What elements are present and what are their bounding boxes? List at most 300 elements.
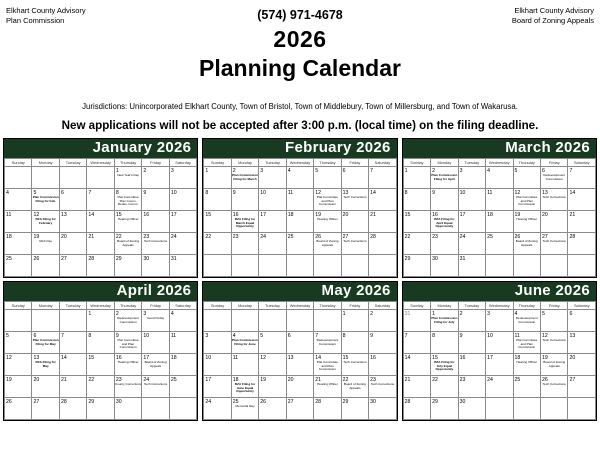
day-cell <box>568 189 596 211</box>
day-event-label: Tech Corrections <box>542 195 566 199</box>
day-cell <box>314 233 341 255</box>
weekday-header: Friday <box>541 302 568 310</box>
weekday-header: Wednesday <box>87 302 114 310</box>
day-cell <box>431 255 458 277</box>
day-cell <box>541 398 568 420</box>
day-number: 4 <box>170 311 174 317</box>
day-number: 12 <box>260 355 267 361</box>
day-number: 17 <box>260 212 267 218</box>
day-cell <box>231 167 258 189</box>
day-event-label: New Year's Day <box>117 173 139 177</box>
day-number: 19 <box>514 212 521 218</box>
day-cell <box>204 233 231 255</box>
day-cell <box>5 189 32 211</box>
day-cell <box>231 376 258 398</box>
day-number: 11 <box>232 355 239 361</box>
day-number: 8 <box>404 190 408 196</box>
weekday-header: Monday <box>32 159 59 167</box>
day-number: 21 <box>404 377 411 383</box>
day-number: 23 <box>432 234 438 240</box>
day-number: 11 <box>487 190 493 196</box>
day-cell <box>431 189 458 211</box>
day-cell <box>87 398 114 420</box>
day-number: 26 <box>33 256 40 262</box>
weekday-header: Wednesday <box>286 302 313 310</box>
week-row <box>403 189 595 211</box>
day-number: 8 <box>115 190 119 196</box>
day-number: 28 <box>569 234 576 240</box>
day-number: 16 <box>432 212 438 218</box>
day-number: 8 <box>205 190 209 196</box>
day-number <box>287 255 313 256</box>
day-cell <box>87 354 114 376</box>
day-cell <box>169 255 197 277</box>
day-cell <box>513 189 540 211</box>
day-cell <box>231 189 258 211</box>
day-cell <box>541 376 568 398</box>
day-event-label: Plat Committee and Plan Commission <box>117 338 139 349</box>
document-header <box>0 0 600 100</box>
day-cell <box>169 167 197 189</box>
day-event-label: Tech Corrections <box>542 382 566 386</box>
day-number: 12 <box>542 333 548 339</box>
week-row <box>204 189 396 211</box>
day-number: 14 <box>370 190 376 196</box>
day-number: 31 <box>404 311 411 317</box>
month-table <box>203 301 396 420</box>
day-number: 23 <box>370 377 376 383</box>
weekday-header: Saturday <box>369 159 397 167</box>
day-event-label: Memorial Day <box>235 404 255 408</box>
day-number: 24 <box>459 234 466 240</box>
weekday-header: Monday <box>231 302 258 310</box>
day-number <box>87 167 113 168</box>
day-cell <box>169 233 197 255</box>
day-event-label: Tech Corrections <box>143 239 168 243</box>
day-number: 15 <box>115 212 122 218</box>
day-cell <box>87 211 114 233</box>
day-cell <box>403 376 430 398</box>
day-cell <box>568 332 596 354</box>
day-number <box>204 310 230 311</box>
day-number: 8 <box>342 333 346 339</box>
day-number: 18 <box>514 355 521 361</box>
day-number: 10 <box>170 190 177 196</box>
day-cell <box>259 354 286 376</box>
day-cell <box>314 332 341 354</box>
day-number: 14 <box>60 355 67 361</box>
calendar-row-2 <box>3 281 597 421</box>
day-cell <box>259 398 286 420</box>
day-cell <box>286 376 313 398</box>
week-row <box>204 376 396 398</box>
day-number <box>60 167 86 168</box>
day-number: 27 <box>33 399 40 405</box>
day-cell <box>403 398 430 420</box>
day-cell <box>341 310 368 332</box>
day-event-label: Tech Corrections <box>143 382 168 386</box>
day-cell <box>169 189 197 211</box>
day-event-label: Plan Commission Filing for April <box>431 173 458 181</box>
day-number: 29 <box>404 256 411 262</box>
calendar-year: 2026 <box>273 26 327 52</box>
day-cell <box>32 211 59 233</box>
day-cell <box>513 255 540 277</box>
day-cell <box>142 354 169 376</box>
day-number: 19 <box>542 355 548 361</box>
day-number: 18 <box>287 212 294 218</box>
day-number: 29 <box>432 399 438 405</box>
day-cell <box>458 255 485 277</box>
day-cell <box>59 332 86 354</box>
day-number: 21 <box>370 212 376 218</box>
day-number: 19 <box>6 377 12 383</box>
weekday-header: Wednesday <box>87 159 114 167</box>
day-cell <box>541 354 568 376</box>
day-number: 9 <box>115 333 119 339</box>
day-number: 16 <box>459 355 466 361</box>
day-number: 13 <box>569 333 576 339</box>
week-row <box>403 398 595 420</box>
day-number: 1 <box>342 311 346 317</box>
day-number: 20 <box>342 212 349 218</box>
day-number: 14 <box>569 190 576 196</box>
day-cell <box>114 211 141 233</box>
day-number: 7 <box>569 168 573 174</box>
day-number: 18 <box>6 234 12 240</box>
weekday-header-row <box>403 159 595 167</box>
day-number: 4 <box>514 311 518 317</box>
day-cell <box>403 167 430 189</box>
week-row <box>204 255 396 277</box>
day-cell <box>341 332 368 354</box>
day-number: 23 <box>115 377 122 383</box>
day-cell <box>458 376 485 398</box>
day-cell <box>431 167 458 189</box>
day-cell <box>369 376 397 398</box>
day-cell <box>431 310 458 332</box>
day-event-label: County Corrections <box>114 382 142 386</box>
day-number: 4 <box>287 168 291 174</box>
day-number: 26 <box>315 234 321 240</box>
day-number: 2 <box>232 168 236 174</box>
day-cell <box>541 167 568 189</box>
day-cell <box>87 255 114 277</box>
day-number: 18 <box>232 377 239 383</box>
day-event-label: Tech Corrections <box>542 338 566 342</box>
month-february <box>202 138 397 278</box>
day-cell <box>341 376 368 398</box>
day-number: 3 <box>260 168 264 174</box>
day-event-label: Plat Committee and Plan Commission <box>516 338 538 349</box>
day-cell <box>458 211 485 233</box>
month-body <box>204 167 396 277</box>
day-number: 16 <box>143 212 150 218</box>
day-cell <box>458 398 485 420</box>
day-number: 16 <box>232 212 239 218</box>
day-cell <box>286 233 313 255</box>
day-number: 15 <box>88 355 95 361</box>
day-cell <box>114 376 141 398</box>
day-number: 12 <box>33 212 40 218</box>
day-number <box>541 398 567 399</box>
day-cell <box>568 376 596 398</box>
day-cell <box>458 332 485 354</box>
header-left-line2: Plan Commission <box>6 16 65 25</box>
week-row <box>204 310 396 332</box>
week-row <box>5 332 197 354</box>
day-cell <box>568 398 596 420</box>
day-number <box>32 167 58 168</box>
day-cell <box>142 233 169 255</box>
day-cell <box>5 310 32 332</box>
day-cell <box>403 211 430 233</box>
day-number: 30 <box>459 399 466 405</box>
day-number: 12 <box>6 355 12 361</box>
day-cell <box>231 310 258 332</box>
day-cell <box>513 233 540 255</box>
day-cell <box>513 167 540 189</box>
week-row <box>5 354 197 376</box>
day-number: 21 <box>60 377 67 383</box>
day-number <box>486 398 512 399</box>
day-cell <box>458 189 485 211</box>
day-number <box>259 255 285 256</box>
day-cell <box>314 189 341 211</box>
day-number: 6 <box>569 311 573 317</box>
month-table <box>203 158 396 277</box>
day-cell <box>568 167 596 189</box>
week-row <box>403 310 595 332</box>
day-number <box>314 310 340 311</box>
week-row <box>5 211 197 233</box>
day-number: 25 <box>287 234 294 240</box>
day-event-label: Redevelopment Commission <box>543 173 566 181</box>
day-cell <box>403 255 430 277</box>
day-number: 1 <box>432 311 436 317</box>
day-number: 14 <box>88 212 95 218</box>
day-number: 17 <box>205 377 212 383</box>
month-title: April 2026 <box>4 282 197 301</box>
day-number: 9 <box>232 190 236 196</box>
day-cell <box>231 398 258 420</box>
day-event-label: Plat Committee and Plan Commission <box>316 360 339 371</box>
calendar-grid <box>0 138 600 421</box>
month-title: February 2026 <box>203 139 396 158</box>
day-number: 21 <box>569 212 576 218</box>
day-cell <box>314 376 341 398</box>
weekday-header: Tuesday <box>59 159 86 167</box>
day-cell <box>513 354 540 376</box>
day-number: 19 <box>260 377 267 383</box>
day-number: 22 <box>404 234 411 240</box>
week-row <box>5 376 197 398</box>
day-cell <box>5 376 32 398</box>
day-cell <box>114 189 141 211</box>
weekday-header: Saturday <box>169 159 197 167</box>
month-april <box>3 281 198 421</box>
day-number: 11 <box>514 333 520 339</box>
day-number: 27 <box>569 377 576 383</box>
day-cell <box>568 255 596 277</box>
day-cell <box>204 398 231 420</box>
day-cell <box>59 354 86 376</box>
day-number: 28 <box>88 256 95 262</box>
day-cell <box>32 189 59 211</box>
day-number <box>232 255 258 256</box>
day-number: 20 <box>542 212 548 218</box>
page-title: Planning Calendar <box>199 55 401 81</box>
day-cell <box>204 189 231 211</box>
day-number: 12 <box>315 190 321 196</box>
month-body <box>5 167 197 277</box>
day-number: 18 <box>487 212 493 218</box>
day-cell <box>314 310 341 332</box>
day-number <box>514 255 540 256</box>
day-cell <box>32 233 59 255</box>
day-cell <box>259 376 286 398</box>
day-event-label: Plat Committee and Plan Commission <box>316 195 339 206</box>
day-number: 4 <box>487 168 490 174</box>
day-number: 7 <box>88 190 92 196</box>
day-cell <box>431 233 458 255</box>
filing-deadline-notice: New applications will not be accepted after 3:00 p.m. (local time) on the filing deadline. <box>61 119 539 132</box>
day-number <box>369 255 396 256</box>
week-row <box>204 211 396 233</box>
day-number: 10 <box>260 190 267 196</box>
day-number: 3 <box>205 333 209 339</box>
week-row <box>204 332 396 354</box>
day-number: 3 <box>487 311 490 317</box>
day-number <box>5 310 31 311</box>
day-number: 1 <box>115 168 119 174</box>
day-cell <box>541 233 568 255</box>
day-cell <box>286 354 313 376</box>
day-number: 7 <box>404 333 408 339</box>
day-cell <box>369 211 397 233</box>
weekday-header: Friday <box>341 302 368 310</box>
day-cell <box>541 255 568 277</box>
day-number: 22 <box>205 234 212 240</box>
day-cell <box>513 211 540 233</box>
day-cell <box>286 255 313 277</box>
day-cell <box>204 167 231 189</box>
day-number <box>32 310 58 311</box>
day-number: 25 <box>170 377 177 383</box>
day-cell <box>114 354 141 376</box>
day-number: 16 <box>115 355 122 361</box>
day-event-label: BZA Filing for February <box>35 217 56 225</box>
day-number: 23 <box>232 234 239 240</box>
day-number: 7 <box>60 333 64 339</box>
day-number: 30 <box>115 399 122 405</box>
day-cell <box>403 189 430 211</box>
day-cell <box>458 354 485 376</box>
weekday-header: Monday <box>431 302 458 310</box>
day-number: 9 <box>459 333 463 339</box>
day-number: 3 <box>170 168 174 174</box>
day-cell <box>142 255 169 277</box>
day-number: 24 <box>260 234 267 240</box>
day-event-label: Plan Commission Filing for July <box>431 316 458 324</box>
day-cell <box>204 354 231 376</box>
day-event-label: Hearing Officer <box>317 217 338 221</box>
day-cell <box>59 167 86 189</box>
day-event-label: Tech Corrections <box>343 360 367 364</box>
day-cell <box>204 255 231 277</box>
day-cell <box>114 310 141 332</box>
weekday-header: Wednesday <box>486 159 513 167</box>
day-number <box>541 255 567 256</box>
day-cell <box>32 354 59 376</box>
day-number: 3 <box>143 311 147 317</box>
day-number: 22 <box>432 377 438 383</box>
day-number: 5 <box>260 333 264 339</box>
day-cell <box>513 376 540 398</box>
day-number: 17 <box>143 355 150 361</box>
weekday-header: Thursday <box>513 302 540 310</box>
day-cell <box>314 167 341 189</box>
day-event-label: Tech Corrections <box>542 239 566 243</box>
day-cell <box>286 167 313 189</box>
day-number: 23 <box>459 377 466 383</box>
day-number <box>5 167 31 168</box>
day-number: 15 <box>342 355 349 361</box>
day-cell <box>458 167 485 189</box>
day-event-label: Tech Corrections <box>370 382 394 386</box>
day-number: 13 <box>542 190 548 196</box>
day-number: 10 <box>205 355 212 361</box>
week-row <box>403 376 595 398</box>
day-number: 3 <box>459 168 463 174</box>
day-event-label: Hearing Officer <box>117 360 139 364</box>
day-cell <box>259 233 286 255</box>
day-event-label: Redevelopment Commission <box>316 338 339 346</box>
day-cell <box>59 376 86 398</box>
day-number: 13 <box>342 190 349 196</box>
day-event-label: Hearing Officer <box>117 217 139 221</box>
day-number: 14 <box>315 355 321 361</box>
day-cell <box>231 332 258 354</box>
day-cell <box>314 255 341 277</box>
day-cell <box>142 167 169 189</box>
day-cell <box>169 354 197 376</box>
day-number: 20 <box>287 377 294 383</box>
day-cell <box>114 233 141 255</box>
day-cell <box>341 211 368 233</box>
day-cell <box>369 233 397 255</box>
day-number: 24 <box>143 377 150 383</box>
weekday-header: Thursday <box>114 159 141 167</box>
week-row <box>5 233 197 255</box>
day-cell <box>568 354 596 376</box>
day-number <box>568 255 595 256</box>
weekday-header: Sunday <box>403 302 430 310</box>
day-cell <box>458 310 485 332</box>
day-cell <box>369 255 397 277</box>
weekday-header: Saturday <box>568 302 596 310</box>
day-cell <box>5 211 32 233</box>
day-cell <box>114 255 141 277</box>
day-number: 2 <box>370 311 374 317</box>
week-row <box>403 354 595 376</box>
header-right-line1: Elkhart County Advisory <box>514 6 594 15</box>
day-cell <box>142 310 169 332</box>
day-number: 12 <box>514 190 521 196</box>
day-cell <box>32 332 59 354</box>
day-number: 5 <box>33 190 37 196</box>
day-event-label: Board of Zoning Appeals <box>117 239 140 247</box>
